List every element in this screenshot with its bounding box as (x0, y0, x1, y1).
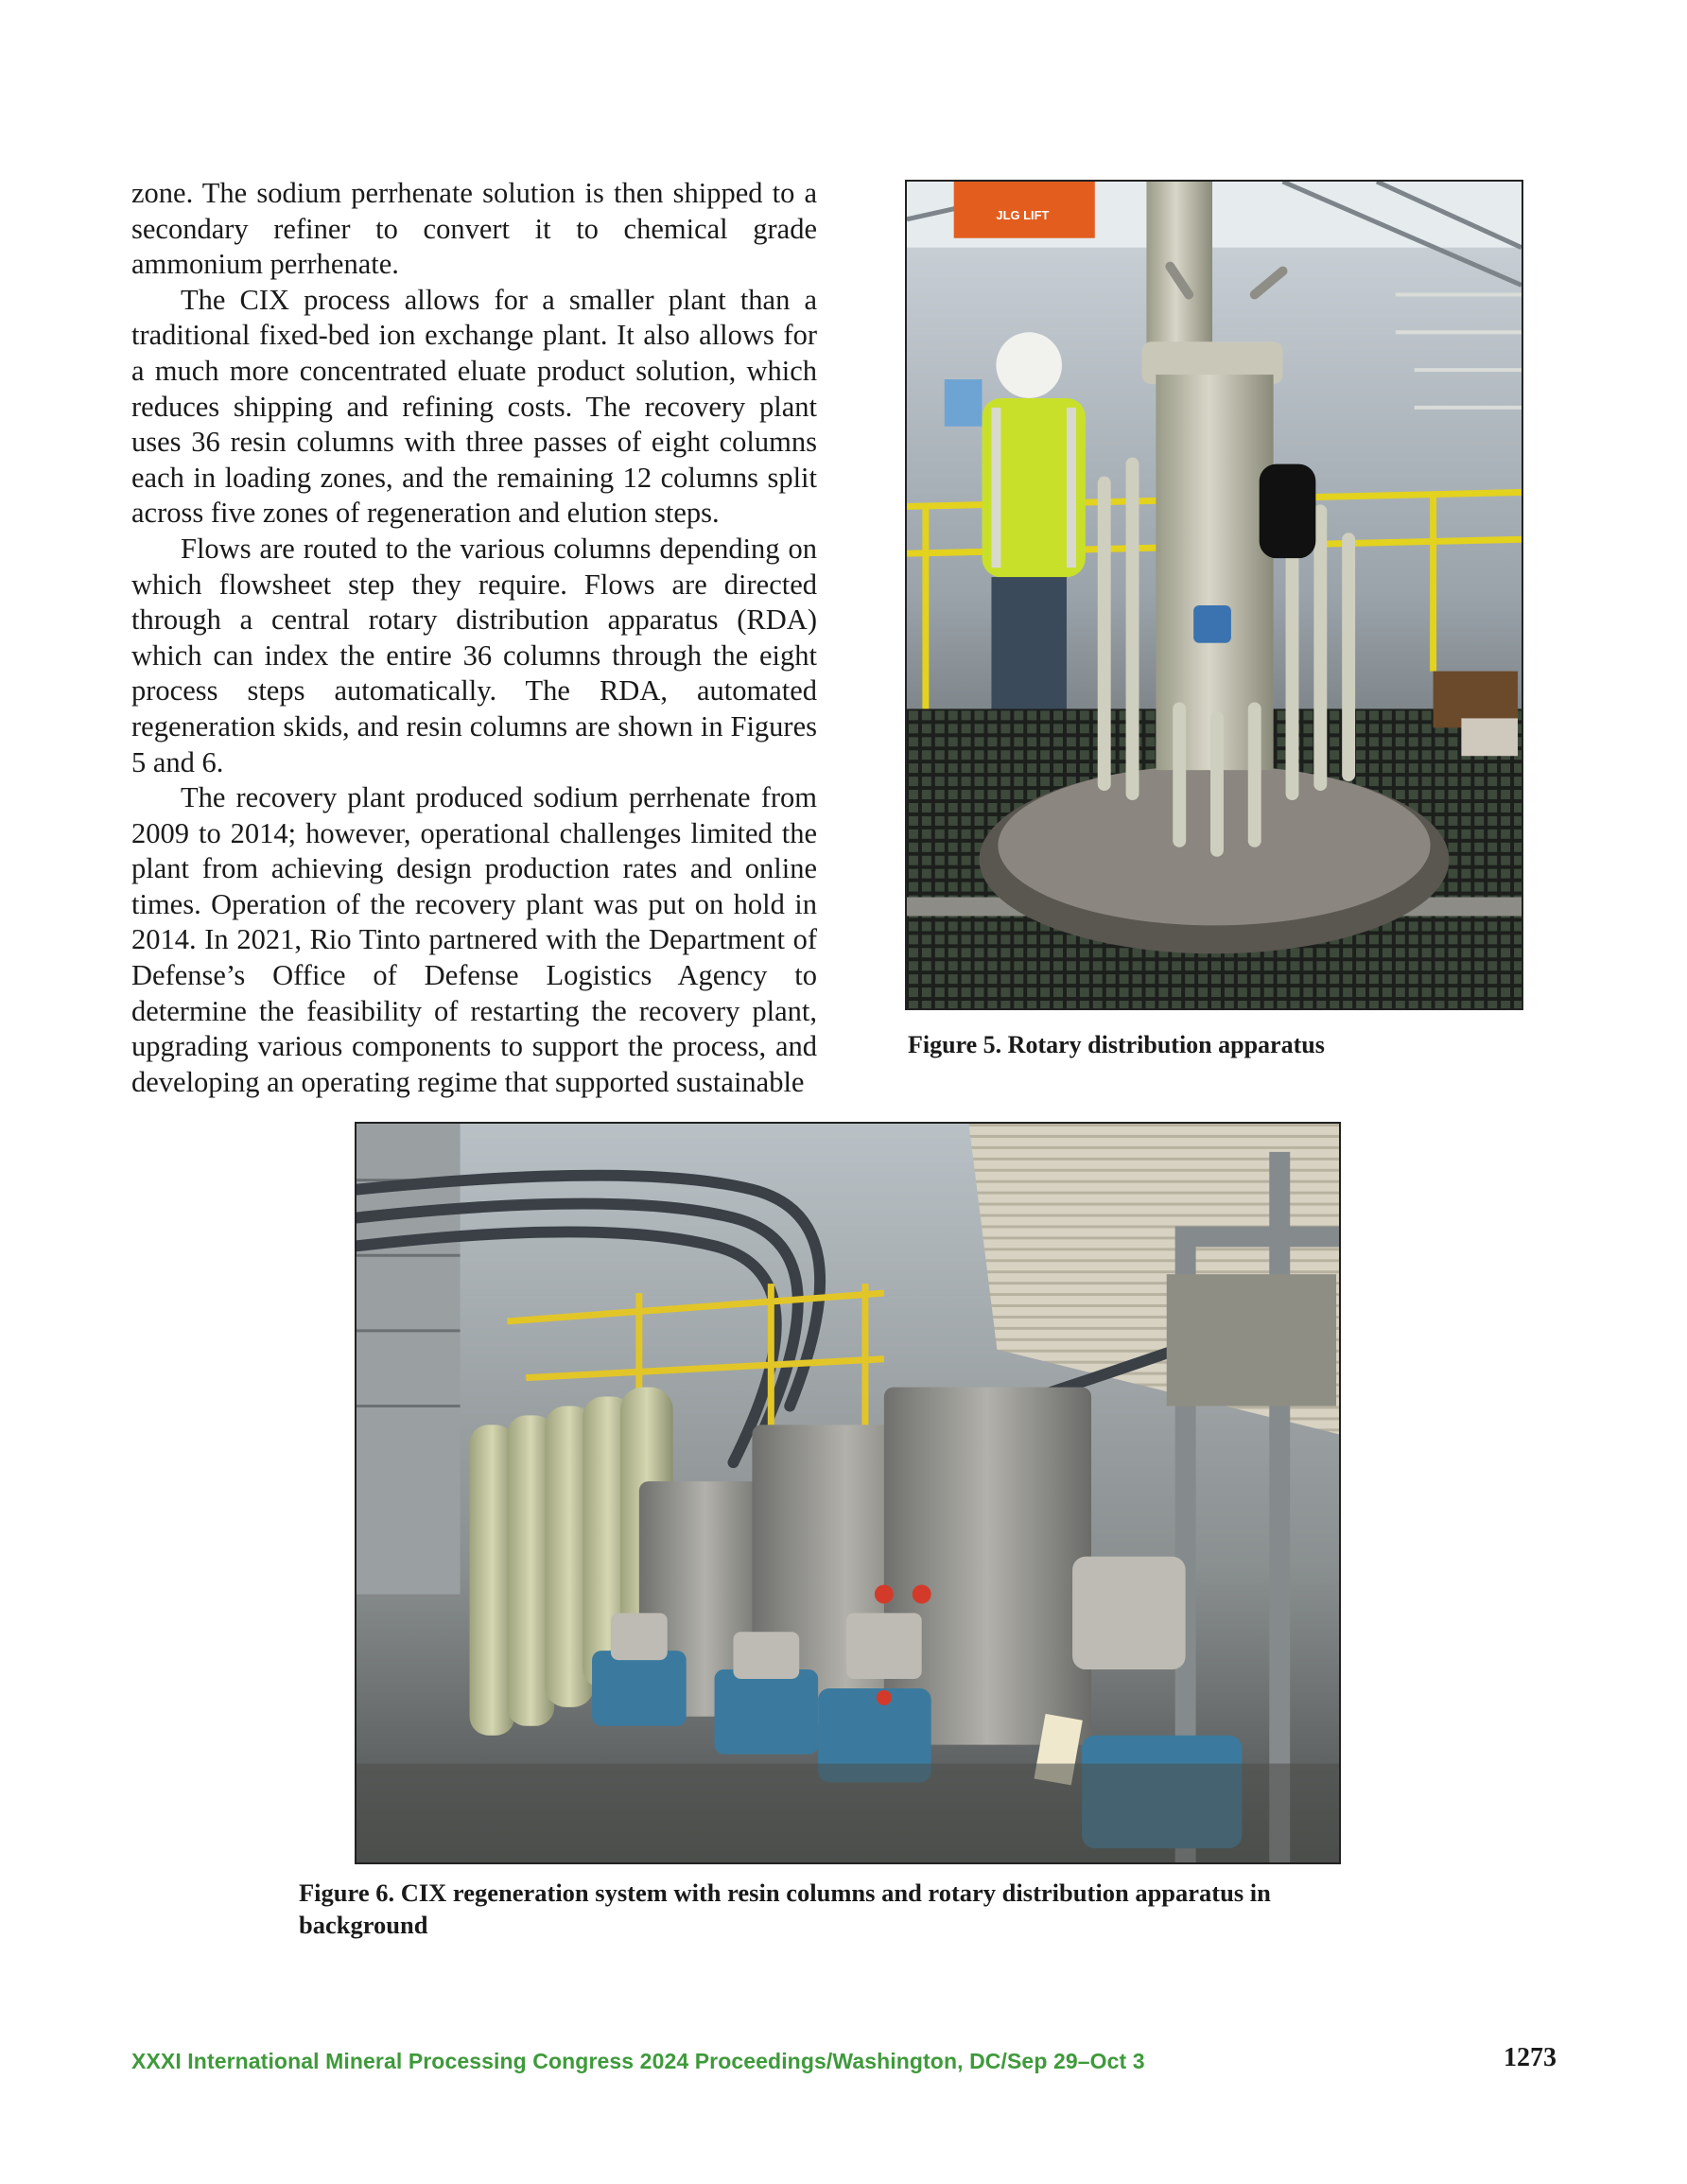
lift-sign-text: JLG LIFT (996, 207, 1050, 222)
paragraph: zone. The sodium perrhenate solution is then shipped to a secondary refiner to convert it to chemical grade ammonium perrhenate. (131, 177, 817, 281)
paragraph: The recovery plant produced sodium perrhenate from 2009 to 2014; however, operational challenges limited the plant from achieving design production rates and online times. Operation of the recovery plant was put on hold in 2014. In 2021, Rio Tinto partnered with the Department of Defense’s Office of Defense Logistics Agency to determine the feasibility of restarting the recovery plant, upgrading various components to support the process, and developing an operating regime that supported sustainable (131, 781, 817, 1098)
footer-conference: XXXI International Mineral Processing Congress 2024 Proceedings/Washington, DC/Sep 29–Oct 3 (131, 2049, 1145, 2073)
figure-6-photo (355, 1122, 1341, 1864)
body-text-column (131, 176, 817, 1100)
cix-regeneration-system-image (357, 1124, 1339, 1862)
rotary-distribution-apparatus-image (907, 182, 1522, 1008)
paragraph: Flows are routed to the various columns depending on which flowsheet step they require. Flows are directed through a central rotary distribution apparatus (RDA) which can index the entire 36 columns through the eight process steps automatically. The RDA, automated regeneration skids, and resin columns are shown in Figures 5 and 6. (131, 532, 817, 778)
figure-5-photo (905, 180, 1523, 1010)
paragraph: The CIX process allows for a smaller plant than a traditional fixed-bed ion exchange plant. It also allows for a much more concentrated eluate product solution, which reduces shipping and refining costs. The recovery plant uses 36 resin columns with three passes of eight columns each in loading zones, and the remaining 12 columns split across five zones of regeneration and elution steps. (131, 283, 817, 530)
figure-6-caption: Figure 6. CIX regeneration system with resin columns and rotary distribution apparatus in background (299, 1878, 1271, 1939)
figure-5-caption: Figure 5. Rotary distribution apparatus (908, 1031, 1325, 1058)
page-number: 1273 (1504, 2043, 1557, 2072)
